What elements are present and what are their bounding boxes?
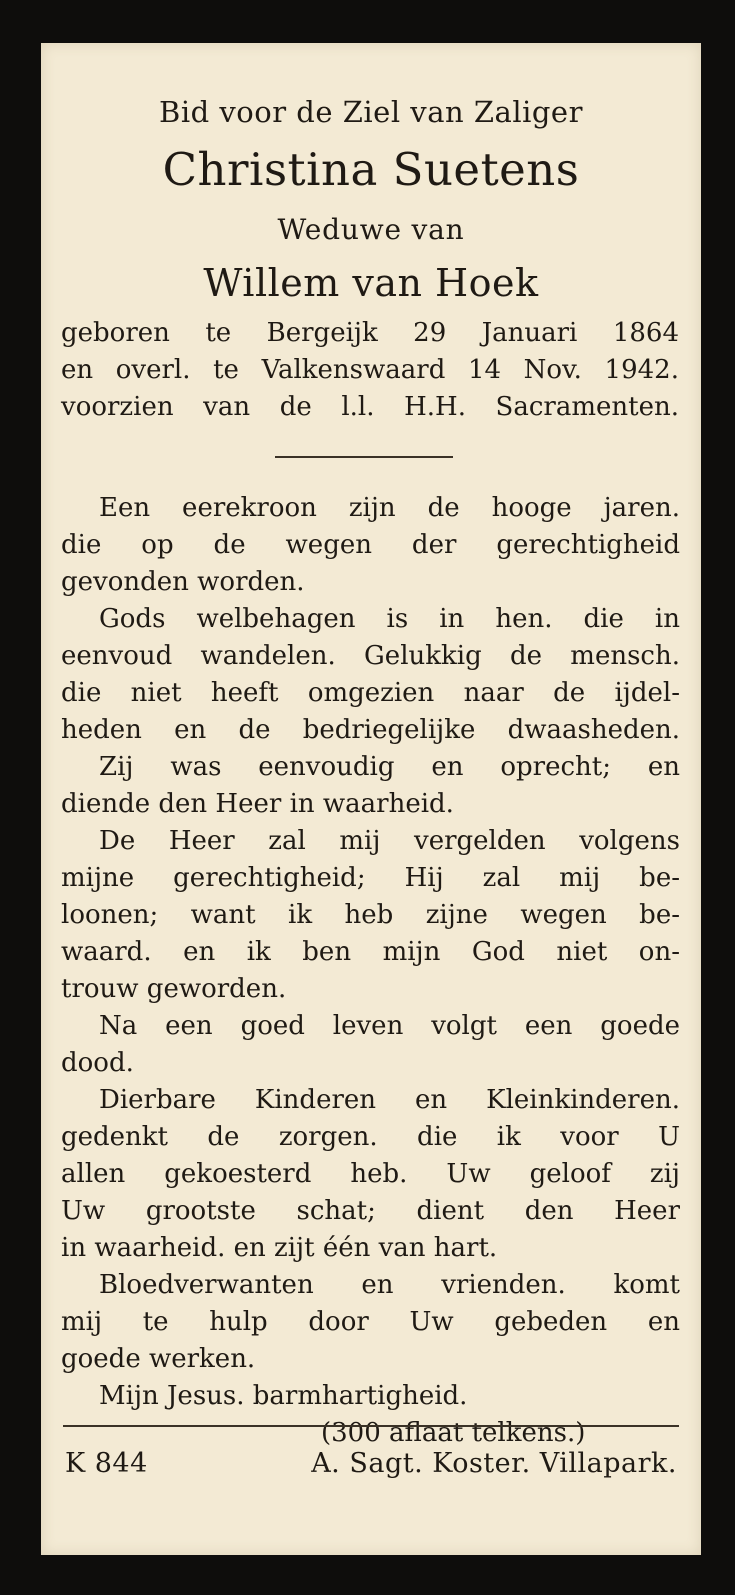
text-line: mijne gerechtigheid; Hij zal mij be- xyxy=(61,863,680,893)
text-line: eenvoud wandelen. Gelukkig de mensch. xyxy=(61,641,680,671)
text-line: dood. xyxy=(61,1048,134,1078)
text-line: die op de wegen der gerechtigheid xyxy=(61,530,680,560)
text-line: Na een goed leven volgt een goede xyxy=(99,1011,680,1041)
text-line: loonen; want ik heb zijne wegen be- xyxy=(61,900,680,930)
widow-of-line: Weduwe van xyxy=(277,213,465,246)
text-line: gedenkt de zorgen. die ik voor U xyxy=(61,1122,680,1152)
text-line: Gods welbehagen is in hen. die in xyxy=(99,604,680,634)
text-line: Een eerekroon zijn de hooge jaren. xyxy=(99,493,680,523)
life-dates xyxy=(61,315,679,426)
birth-line: geboren te Bergeijk 29 Januari 1864 xyxy=(61,318,679,348)
prayer-line: Mijn Jesus. barmhartigheid. xyxy=(99,1381,468,1411)
deceased-name: Christina Suetens xyxy=(162,143,580,196)
text-line: Uw grootste schat; dient den Heer xyxy=(61,1196,680,1226)
text-line: gevonden worden. xyxy=(61,567,305,597)
text-line: mij te hulp door Uw gebeden en xyxy=(61,1307,680,1337)
text-line: allen gekoesterd heb. Uw geloof zij xyxy=(61,1159,680,1189)
text-line: in waarheid. en zijt één van hart. xyxy=(61,1233,498,1263)
intro-line: Bid voor de Ziel van Zaliger xyxy=(159,95,583,129)
death-line: en overl. te Valkenswaard 14 Nov. 1942. xyxy=(61,355,679,385)
text-line: Bloedverwanten en vrienden. komt xyxy=(99,1270,680,1300)
sacraments-line: voorzien van de l.l. H.H. Sacramenten. xyxy=(61,392,679,422)
text-line: trouw geworden. xyxy=(61,974,287,1004)
text-line: heden en de bedriegelijke dwaasheden. xyxy=(61,715,680,745)
memorial-text xyxy=(61,490,680,1452)
text-line: die niet heeft omgezien naar de ijdel- xyxy=(61,678,680,708)
text-line: goede werken. xyxy=(61,1344,256,1374)
divider xyxy=(275,456,453,458)
text-line: Dierbare Kinderen en Kleinkinderen. xyxy=(99,1085,680,1115)
printer-name: A. Sagt. Koster. Villapark. xyxy=(311,1448,677,1479)
footer xyxy=(65,1448,677,1479)
husband-name: Willem van Hoek xyxy=(203,261,539,305)
text-line: waard. en ik ben mijn God niet on- xyxy=(61,937,680,967)
prayer-card xyxy=(41,43,701,1555)
card-code: K 844 xyxy=(65,1448,148,1479)
text-line: Zij was eenvoudig en oprecht; en xyxy=(99,752,680,782)
indulgence-line: (300 aflaat telkens.) xyxy=(321,1418,586,1448)
text-line: De Heer zal mij vergelden volgens xyxy=(99,826,680,856)
footer-rule xyxy=(63,1425,679,1427)
text-line: diende den Heer in waarheid. xyxy=(61,789,454,819)
